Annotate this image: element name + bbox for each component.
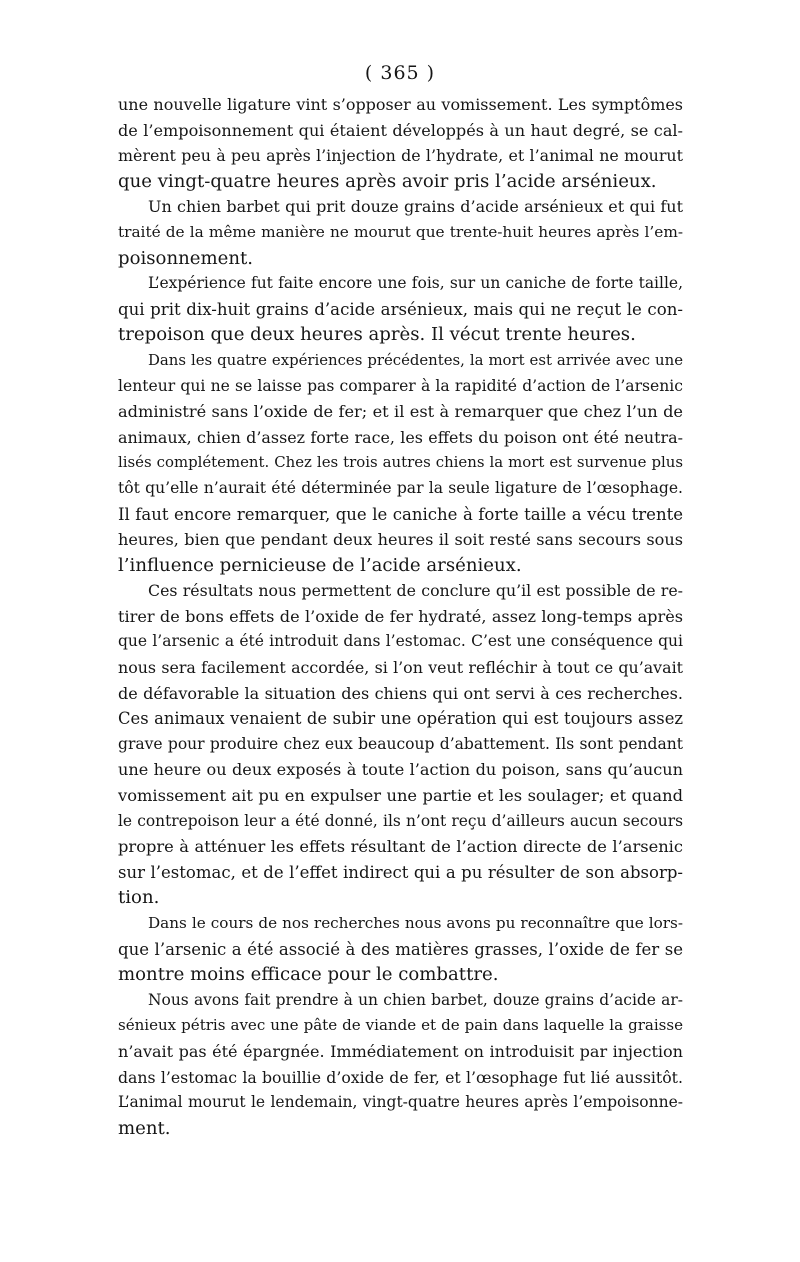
- text-line: tôt qu’elle n’aurait été déterminée par la seule ligature de l’œsophage.: [118, 478, 683, 497]
- text-line: sénieux pétris avec une pâte de viande et de pain dans laquelle la graisse: [118, 1016, 683, 1035]
- text-line: montre moins efficace pour le combattre.: [118, 964, 499, 986]
- text-line: que l’arsenic a été associé à des matières grasses, l’oxide de fer se: [118, 939, 683, 959]
- text-line: administré sans l’oxide de fer; et il est à remarquer que chez l’un de: [118, 402, 683, 422]
- text-line: Dans les quatre expériences précédentes, la mort est arrivée avec une: [148, 350, 683, 369]
- text-line: une nouvelle ligature vint s’opposer au vomissement. Les symptômes: [118, 95, 683, 114]
- paragraph-2: [118, 194, 683, 271]
- text-line: vomissement ait pu en expulser une partie et les soulager; et quand: [118, 786, 683, 806]
- text-line: Nous avons fait prendre à un chien barbet, douze grains d’acide ar-: [148, 990, 683, 1009]
- text-line: Ces résultats nous permettent de conclure qu’il est possible de re-: [148, 581, 683, 601]
- text-line: lisés complétement. Chez les trois autres chiens la mort est survenue plus: [118, 453, 683, 472]
- paragraph-6: [118, 911, 683, 988]
- text-line: de l’empoisonnement qui étaient développés à un haut degré, se cal-: [118, 120, 683, 140]
- text-line: Un chien barbet qui prit douze grains d’acide arsénieux et qui fut: [148, 197, 683, 217]
- text-line: heures, bien que pendant deux heures il soit resté sans secours sous: [118, 530, 683, 550]
- paragraph-1: [118, 92, 683, 194]
- text-line: Dans le cours de nos recherches nous avons pu reconnaître que lors-: [148, 914, 683, 932]
- text-line: que vingt-quatre heures après avoir pris l’acide arsénieux.: [118, 170, 657, 192]
- text-line: propre à atténuer les effets résultant de l’action directe de l’arsenic: [118, 837, 683, 857]
- text-line: l’influence pernicieuse de l’acide arsénieux.: [118, 554, 522, 576]
- text-line: traité de la même manière ne mourut que trente-huit heures après l’em-: [118, 222, 683, 241]
- text-line: qui prit dix-huit grains d’acide arsénieux, mais qui ne reçut le con-: [118, 299, 683, 319]
- text-line: Ces animaux venaient de subir une opération qui est toujours assez: [118, 709, 683, 729]
- text-line: ment.: [118, 1117, 171, 1139]
- page-number: ( 365 ): [364, 62, 436, 84]
- paragraph-7: [118, 988, 683, 1142]
- text-line: tirer de bons effets de l’oxide de fer hydraté, assez long-temps après: [118, 606, 683, 626]
- text-line: que l’arsenic a été introduit dans l’estomac. C’est une conséquence qui: [118, 632, 683, 651]
- text-line: L’animal mourut le lendemain, vingt-quatre heures après l’empoisonne-: [118, 1093, 683, 1112]
- text-line: nous sera facilement accordée, si l’on veut refléchir à tout ce qu’avait: [118, 658, 683, 678]
- text-line: de défavorable la situation des chiens qui ont servi à ces recherches.: [118, 683, 683, 703]
- paragraph-5: [118, 578, 683, 911]
- text-line: L’expérience fut faite encore une fois, sur un caniche de forte taille,: [148, 274, 683, 293]
- text-line: poisonnement.: [118, 247, 253, 269]
- text-line: le contrepoison leur a été donné, ils n’ont reçu d’ailleurs aucun secours: [118, 811, 683, 830]
- text-line: lenteur qui ne se laisse pas comparer à la rapidité d’action de l’arsenic: [118, 376, 683, 395]
- text-line: animaux, chien d’assez forte race, les effets du poison ont été neutra-: [118, 427, 683, 447]
- text-line: trepoison que deux heures après. Il vécut trente heures.: [118, 324, 636, 346]
- paragraph-4: [118, 348, 683, 578]
- text-line: une heure ou deux exposés à toute l’action du poison, sans qu’aucun: [118, 760, 683, 780]
- text-line: tion.: [118, 887, 160, 909]
- text-line: mèrent peu à peu après l’injection de l’hydrate, et l’animal ne mourut: [118, 146, 683, 166]
- text-line: sur l’estomac, et de l’effet indirect qui a pu résulter de son absorp-: [118, 862, 683, 882]
- paragraph-3: [118, 271, 683, 348]
- page-body-text: [118, 92, 683, 1141]
- text-line: Il faut encore remarquer, que le caniche à forte taille a vécu trente: [118, 504, 683, 524]
- text-line: grave pour produire chez eux beaucoup d’abattement. Ils sont pendant: [118, 734, 683, 753]
- text-line: dans l’estomac la bouillie d’oxide de fer, et l’œsophage fut lié aussitôt.: [118, 1067, 683, 1087]
- text-line: n’avait pas été épargnée. Immédiatement on introduisit par injection: [118, 1041, 683, 1061]
